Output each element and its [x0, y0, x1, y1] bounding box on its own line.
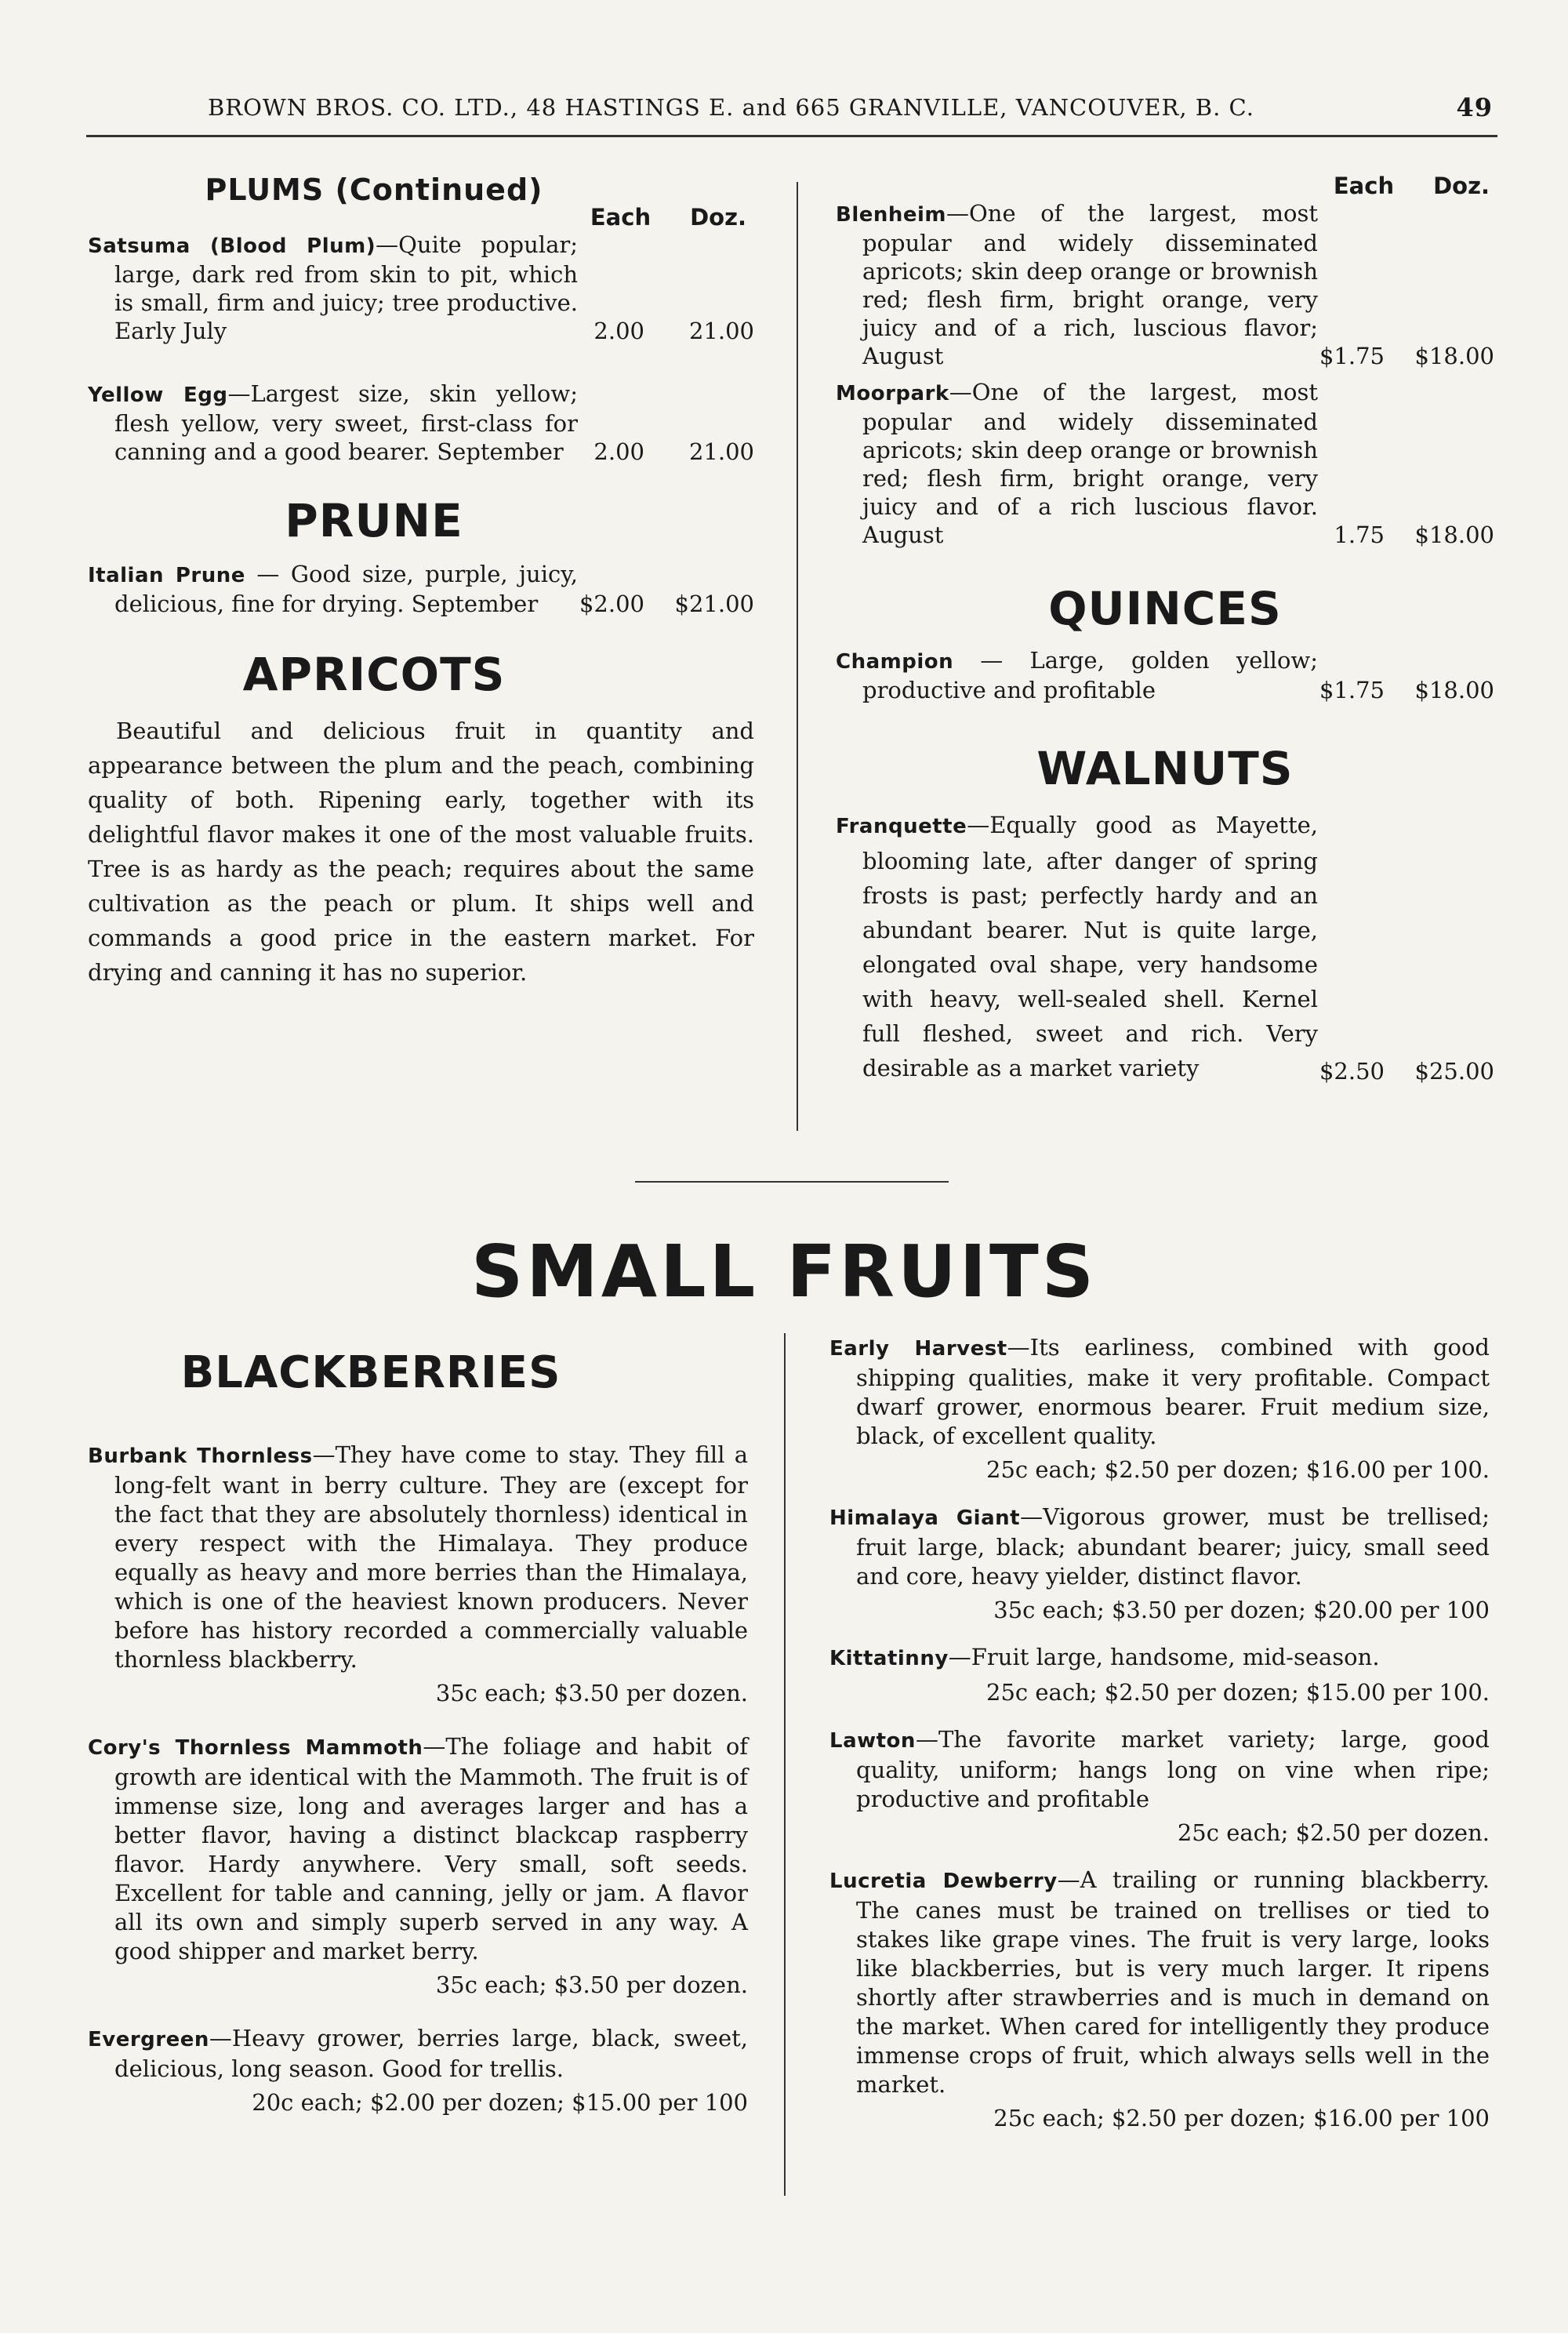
- item-each-price: $1.75: [1319, 343, 1385, 369]
- item-price: 25c each; $2.50 per dozen.: [1177, 1819, 1490, 1846]
- item-name: Champion: [836, 650, 954, 674]
- running-title: BROWN BROS. CO. LTD., 48 HASTINGS E. and 665 GRANVILLE, VANCOUVER, B. C.: [208, 94, 1254, 121]
- doz-header: Doz.: [690, 204, 746, 231]
- item-each-price: $1.75: [1319, 677, 1385, 703]
- item-doz-price: $18.00: [1414, 677, 1494, 703]
- small-fruits-title: SMALL FRUITS: [471, 1230, 1097, 1314]
- lower-column-divider: [784, 1333, 786, 2196]
- berry-item: [829, 1333, 1490, 1485]
- berry-item: [829, 1725, 1490, 1848]
- apricot-item: [836, 378, 1494, 549]
- item-desc: —Equally good as Mayette, blooming late, after danger of spring frosts is past; perfectly hardy and an abundant bearer. Nut is quite large, elongated oval shape, very handsome with heavy, well-sealed shell. Kernel full fleshed, sweet and rich. Very desirable as a market variety: [862, 812, 1318, 1081]
- item-name: Satsuma (Blood Plum): [88, 234, 376, 258]
- berry-item: [829, 1866, 1490, 2134]
- item-desc: —One of the largest, most popular and widely disseminated apricots; skin deep orange or brownish red; flesh firm, bright orange, very juicy and of a rich luscious flavor. August: [862, 379, 1318, 548]
- item-doz-price: $18.00: [1414, 521, 1494, 548]
- item-doz-price: $18.00: [1414, 343, 1494, 369]
- item-price: 35c each; $3.50 per dozen.: [435, 1680, 748, 1706]
- quinces-title: QUINCES: [1048, 582, 1282, 635]
- apricots-title: APRICOTS: [242, 648, 506, 701]
- item-price: 25c each; $2.50 per dozen; $15.00 per 100.: [986, 1679, 1490, 1706]
- item-name: Evergreen: [88, 2028, 209, 2051]
- item-doz-price: $21.00: [674, 591, 754, 617]
- item-name: Himalaya Giant: [829, 1506, 1021, 1530]
- item-desc: —Heavy grower, berries large, black, sweet, delicious, long season. Good for trellis.: [114, 2025, 748, 2082]
- right-upper-column: [836, 173, 1494, 1085]
- item-desc: —A trailing or running blackberry. The canes must be trained on trellises or tied to stakes like grape vines. The fruit is very large, looks like blackberries, but is very much larger. It ripens shortly after strawberries and is much in demand on the market. When cared for intelligently they produce immense crops of fruit, which always sells well in the market.: [856, 1866, 1490, 2098]
- walnuts-title: WALNUTS: [1036, 742, 1294, 795]
- item-desc: —The foliage and habit of growth are identical with the Mammoth. The fruit is of immense size, long and averages larger and has a better flavor, having a distinct blackcap raspberry flavor. Hardy anywhere. Very small, soft seeds. Excellent for table and canning, jelly or jam. A flavor all its own and simply superb served in any way. A good shipper and market berry.: [114, 1733, 749, 1964]
- item-name: Yellow Egg: [88, 383, 228, 407]
- item-name: Lawton: [829, 1729, 916, 1753]
- item-doz-price: 21.00: [688, 318, 754, 344]
- plums-title: PLUMS (Continued): [205, 173, 543, 207]
- plum-item: [88, 231, 754, 345]
- left-lower-column: [88, 1347, 748, 2118]
- item-desc: —Quite popular; large, dark red from skin to pit, which is small, firm and juicy; tree productive. Early July: [114, 231, 578, 344]
- price-column-headers: [836, 173, 1494, 199]
- item-desc: —The favorite market variety; large, good quality, uniform; hangs long on vine when ripe; productive and profitable: [856, 1726, 1490, 1812]
- plum-item: [88, 380, 754, 466]
- left-upper-column: [88, 173, 754, 990]
- item-price: 35c each; $3.50 per dozen.: [435, 1971, 748, 1998]
- item-desc: — Large, golden yellow; productive and profitable: [862, 647, 1318, 703]
- item-each-price: $2.50: [1319, 1058, 1385, 1085]
- item-desc: —Its earliness, combined with good shipping qualities, make it very profitable. Compact dwarf grower, enormous bearer. Fruit medium size, black, of excellent quality.: [856, 1334, 1490, 1449]
- apricot-item: [836, 199, 1494, 370]
- prune-title: PRUNE: [285, 494, 463, 547]
- item-each-price: 2.00: [593, 438, 644, 465]
- quince-item: [836, 646, 1494, 704]
- item-desc: —Fruit large, handsome, mid-season.: [948, 1644, 1380, 1670]
- item-doz-price: 21.00: [688, 438, 754, 465]
- item-each-price: 2.00: [593, 318, 644, 344]
- walnut-item: [836, 808, 1494, 1085]
- item-name: Italian Prune: [88, 564, 245, 587]
- item-desc: —One of the largest, most popular and widely disseminated apricots; skin deep orange or brownish red; flesh firm, bright orange, very juicy and of a rich, luscious flavor; August: [862, 200, 1318, 369]
- berry-item: [88, 1441, 748, 1709]
- doz-header: Doz.: [1433, 173, 1490, 199]
- item-each-price: 1.75: [1334, 521, 1385, 548]
- section-separator: [635, 1181, 949, 1183]
- item-desc: —Largest size, skin yellow; flesh yellow, very sweet, first-class for canning and a good bearer. September: [114, 380, 578, 465]
- item-price: 35c each; $3.50 per dozen; $20.00 per 100: [993, 1597, 1490, 1623]
- item-name: Moorpark: [836, 382, 949, 405]
- item-each-price: $2.00: [579, 591, 644, 617]
- prune-item: [88, 560, 754, 618]
- item-name: Cory's Thornless Mammoth: [88, 1736, 423, 1760]
- item-desc: —Vigorous grower, must be trellised; fruit large, black; abundant bearer; juicy, small seed and core, heavy yielder, distinct flavor.: [856, 1503, 1490, 1590]
- page-number: 49: [1456, 93, 1493, 122]
- item-name: Blenheim: [836, 203, 947, 227]
- berry-item: [88, 2024, 748, 2118]
- item-name: Burbank Thornless: [88, 1444, 313, 1468]
- item-price: 25c each; $2.50 per dozen; $16.00 per 100: [993, 2105, 1490, 2131]
- item-name: Lucretia Dewberry: [829, 1870, 1058, 1893]
- blackberries-title: BLACKBERRIES: [180, 1347, 561, 1398]
- item-desc: — Good size, purple, juicy, delicious, fine for drying. September: [114, 561, 578, 617]
- each-header: Each: [1333, 173, 1395, 199]
- each-header: Each: [590, 204, 652, 231]
- item-price: 25c each; $2.50 per dozen; $16.00 per 100.: [986, 1456, 1490, 1483]
- price-column-headers: [88, 204, 754, 231]
- item-name: Early Harvest: [829, 1337, 1007, 1361]
- berry-item: [88, 1732, 748, 2000]
- item-name: Franquette: [836, 815, 967, 838]
- berry-item: [829, 1503, 1490, 1626]
- berry-item: [829, 1643, 1490, 1708]
- item-desc: —They have come to stay. They fill a long-felt want in berry culture. They are (except for the fact that they are absolutely thornless) identical in every respect with the Himalaya. They produce equally as heavy and more berries than the Himalaya, which is one of the heaviest known producers. Never before has history recorded a commercially valuable thornless blackberry.: [114, 1441, 748, 1673]
- apricots-intro: Beautiful and delicious fruit in quantity and appearance between the plum and the peach, combining quality of both. Ripening early, together with its delightful flavor makes it one of the most valuable fruits. Tree is as hardy as the peach; requires about the same cultivation as the peach or plum. It ships well and commands a good price in the eastern market. For drying and canning it has no superior.: [88, 718, 754, 986]
- item-doz-price: $25.00: [1414, 1058, 1494, 1085]
- item-price: 20c each; $2.00 per dozen; $15.00 per 100: [252, 2089, 748, 2116]
- upper-column-divider: [797, 182, 798, 1131]
- item-name: Kittatinny: [829, 1647, 949, 1670]
- right-lower-column: [829, 1333, 1490, 2134]
- page-header: [86, 88, 1497, 137]
